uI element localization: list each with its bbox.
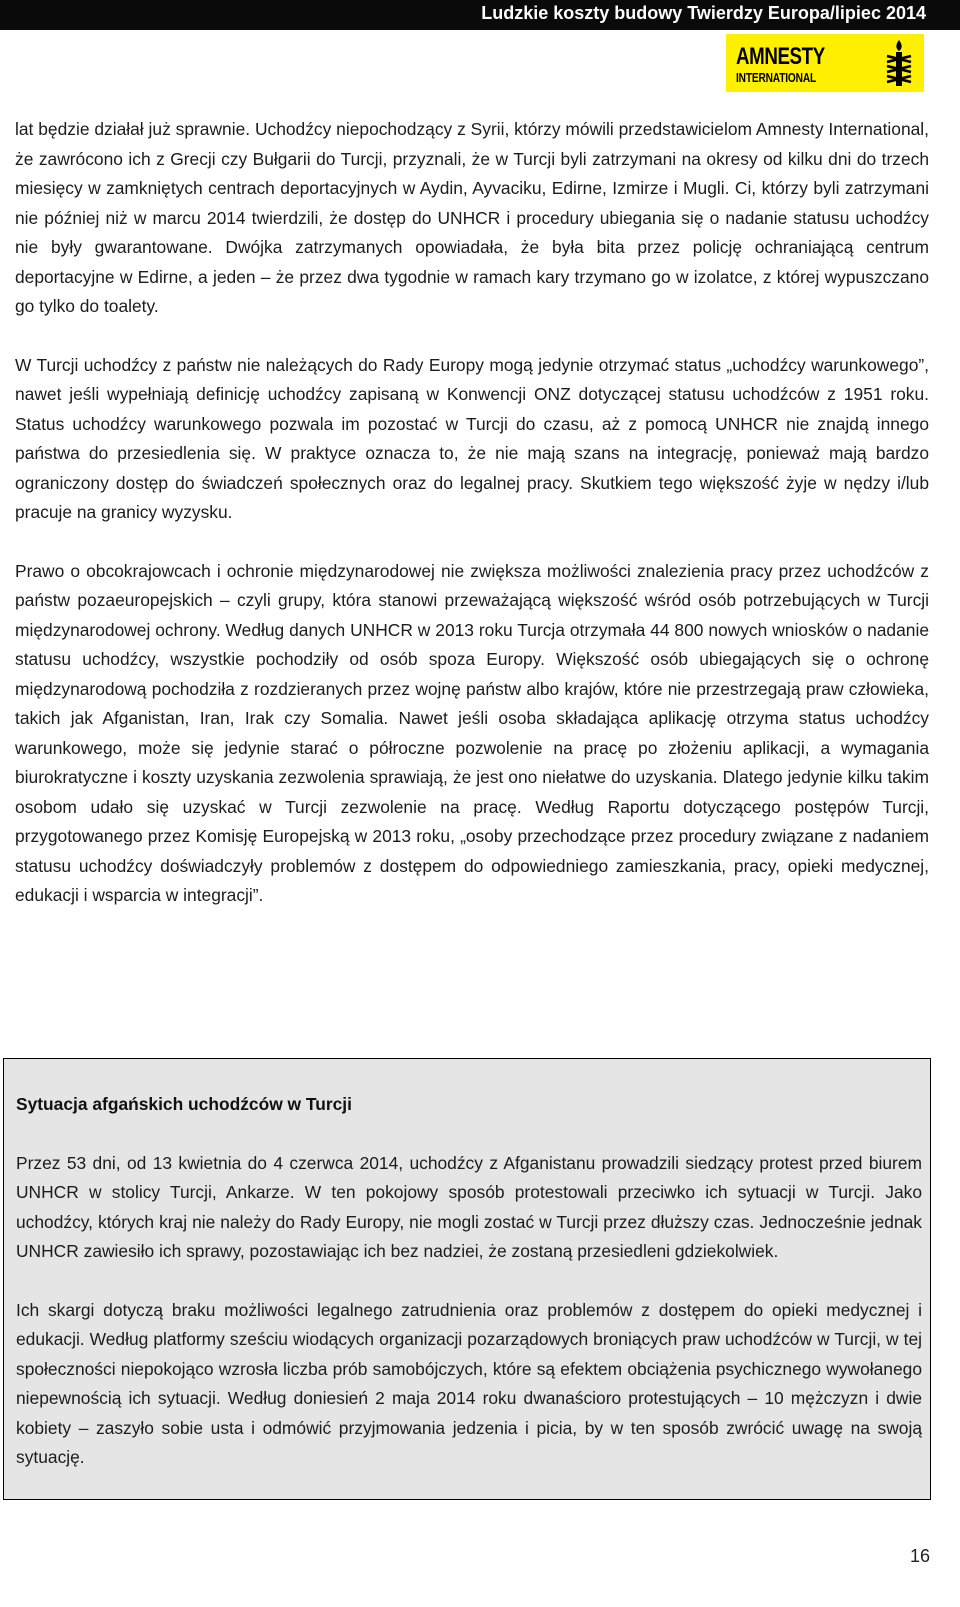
- logo-wordmark: [736, 42, 825, 85]
- sidebar-box: [3, 1058, 931, 1500]
- sidebar-box-heading: Sytuacja afgańskich uchodźców w Turcji: [16, 1094, 352, 1114]
- running-header: [0, 0, 960, 30]
- sidebar-box-paragraph-1: Przez 53 dni, od 13 kwietnia do 4 czerwca 2014, uchodźcy z Afganistanu prowadzili siedzący protest przed biurem UNHCR w stolicy Turcji, Ankarze. W ten pokojowy sposób protestowali przeciwko ich sytuacji w Turcji. Jako uchodźcy, których kraj nie należy do Rady Europy, nie mogli zostać w Turcji przez dłuższy czas. Jednocześnie jednak UNHCR zawiesiło ich sprawy, pozostawiając ich bez nadziei, że zostaną przesiedleni gdziekolwiek.: [16, 1152, 922, 1261]
- page-number: 16: [909, 1546, 930, 1566]
- candle-in-barbed-wire-icon: [882, 38, 916, 90]
- body-paragraph-2: W Turcji uchodźcy z państw nie należących do Rady Europy mogą jedynie otrzymać status „uchodźcy warunkowego”, nawet jeśli wypełniają definicję uchodźcy zapisaną w Konwencji ONZ dotyczącej statusu uchodźców z 1951 roku. Status uchodźcy warunkowego pozwala im pozostać w Turcji do czasu, aż z pomocą UNHCR nie znajdą innego państwa do przesiedlenia się. W praktyce oznacza to, że nie mają szans na integrację, ponieważ mają bardzo ograniczony dostęp do świadczeń społecznych oraz do legalnej pracy. Skutkiem tego większość żyje w nędzy i/lub pracuje na granicy wyzysku.: [15, 354, 929, 522]
- body-paragraph-1: lat będzie działał już sprawnie. Uchodźcy niepochodzący z Syrii, którzy mówili przedstawicielom Amnesty International, że zawrócono ich z Grecji czy Bułgarii do Turcji, przyznali, że w Turcji byli zatrzymani na okresy od kilku dni do trzech miesięcy w zamkniętych centrach deportacyjnych w Aydin, Ayvaciku, Edirne, Izmirze i Mugli. Ci, którzy byli zatrzymani nie później niż w marcu 2014 twierdzili, że dostęp do UNHCR i procedury ubiegania się o nadanie statusu uchodźcy nie były gwarantowane. Dwójka zatrzymanych opowiadała, że była bita przez policję ochraniającą centrum deportacyjne w Edirne, a jeden – że przez dwa tygodnie w ramach kary trzymano go w izolatce, z której wypuszczano go tylko do toalety.: [15, 119, 929, 316]
- amnesty-logo: [726, 34, 924, 92]
- sidebar-box-paragraph-2: Ich skargi dotyczą braku możliwości legalnego zatrudnienia oraz problemów z dostępem do opieki medycznej i edukacji. Według platformy sześciu wiodących organizacji pozarządowych broniących praw uchodźców w Turcji, w tej społeczności niepokojąco wzrosła liczba prób samobójczych, które są efektem obciążenia psychicznego wywołanego niepewnością ich sytuacji. Według doniesień 2 maja 2014 roku dwanaścioro protestujących – 10 mężczyzn i dwie kobiety – zaszyło sobie usta i odmówić przyjmowania jedzenia i picia, by w ten sposób zwrócić uwagę na swoją sytuację.: [16, 1299, 922, 1467]
- sidebar-box-content: [16, 1090, 922, 1502]
- document-title: Ludzkie koszty budowy Twierdzy Europa/lipiec 2014: [481, 3, 926, 23]
- body-paragraph-3: Prawo o obcokrajowcach i ochronie międzynarodowej nie zwiększa możliwości znalezienia pracy przez uchodźców z państw pozaeuropejskich – czyli grupy, która stanowi przeważającą większość wśród osób potrzebujących w Turcji międzynarodowej ochrony. Według danych UNHCR w 2013 roku Turcja otrzymała 44 800 nowych wniosków o nadanie statusu uchodźcy, wszystkie pochodziły od osób spoza Europy. Większość osób ubiegających się o ochronę międzynarodową pochodziła z rozdzieranych przez wojnę państw albo krajów, które nie przestrzegają praw człowieka, takich jak Afganistan, Iran, Irak czy Somalia. Nawet jeśli osoba składająca aplikację otrzyma status uchodźcy warunkowego, może się jedynie starać o półroczne pozwolenie na pracę po złożeniu aplikacji, a wymagania biurokratyczne i koszty uzyskania zezwolenia sprawiają, że jest ono niełatwe do uzyskania. Dlatego jedynie kilku takim osobom udało się uzyskać w Turcji zezwolenie na pracę. Według Raportu dotyczącego postępów Turcji, przygotowanego przez Komisję Europejską w 2013 roku, „osoby przechodzące przez procedury związane z nadaniem statusu uchodźcy doświadczyły problemów z dostępem do odpowiedniego zamieszkania, pracy, opieki medycznej, edukacji i wsparcia w integracji”.: [15, 560, 929, 905]
- logo-line2: INTERNATIONAL: [736, 69, 817, 85]
- logo-line1: AMNESTY: [736, 42, 825, 70]
- main-text: [15, 115, 929, 940]
